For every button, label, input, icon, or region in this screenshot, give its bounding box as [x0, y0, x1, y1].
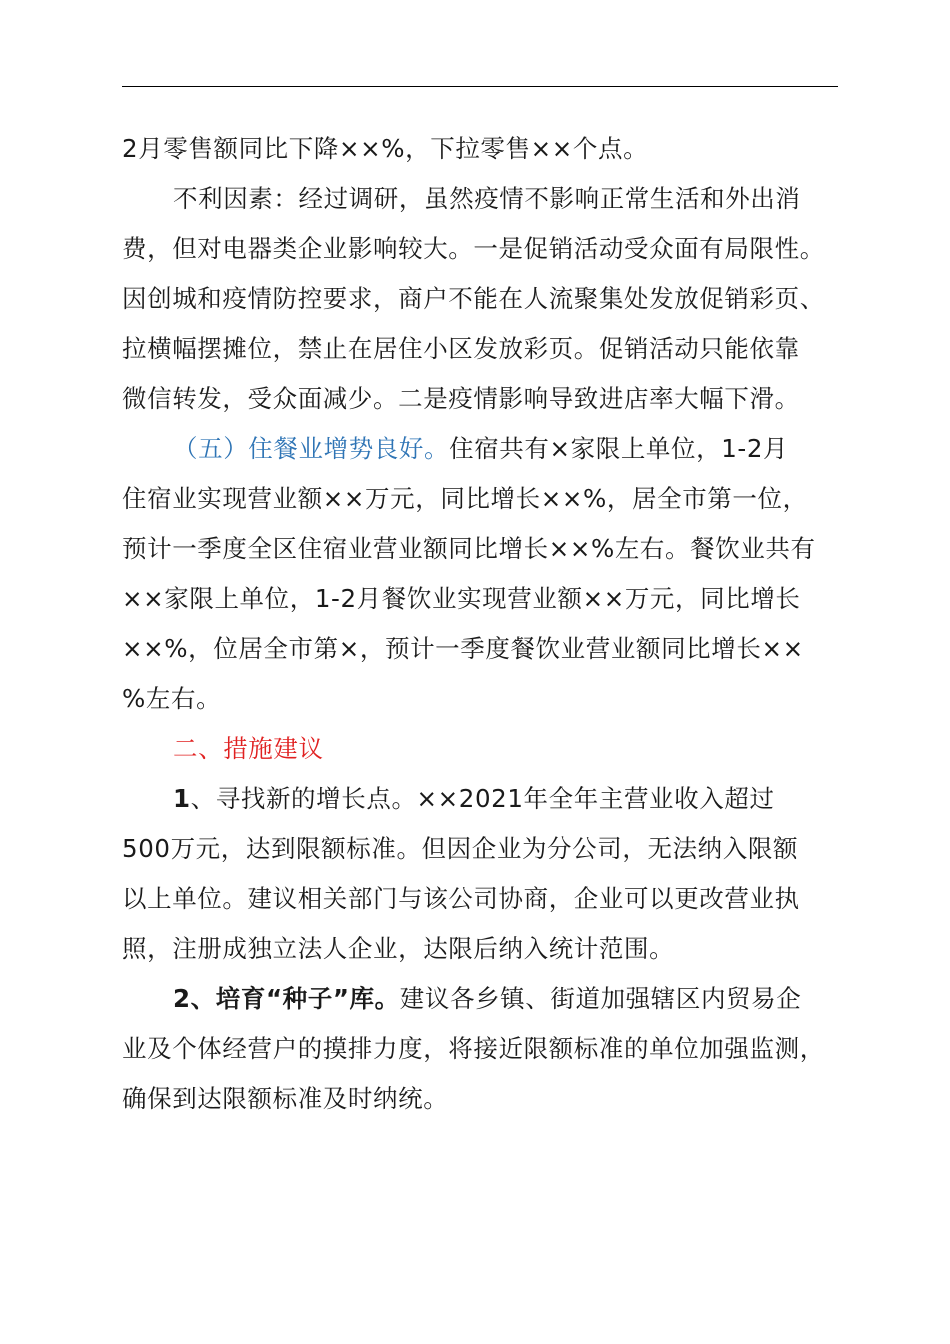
header-rule — [122, 86, 838, 87]
paragraph-measure-1 — [122, 774, 862, 974]
paragraph-line: 建议各乡镇、街道加强辖区内贸易企 — [399, 984, 802, 1013]
paragraph-line: ××家限上单位，1-2月餐饮业实现营业额××万元，同比增长 — [122, 584, 801, 613]
paragraph-line: 微信转发，受众面减少。二是疫情影响导致进店率大幅下滑。 — [122, 384, 800, 413]
paragraph-line: 预计一季度全区住宿业营业额同比增长××%左右。餐饮业共有 — [122, 534, 816, 563]
paragraph-accommodation-catering — [122, 424, 862, 724]
paragraph-line: 住宿业实现营业额××万元，同比增长××%，居全市第一位， — [122, 484, 808, 513]
paragraph-line: 不利因素：经过调研，虽然疫情不影响正常生活和外出消 — [173, 184, 801, 213]
paragraph-line: 确保到达限额标准及时纳统。 — [122, 1084, 449, 1113]
paragraph-line: 500万元，达到限额标准。但因企业为分公司，无法纳入限额 — [122, 834, 799, 863]
subsection-heading: （五）住餐业增势良好。 — [173, 434, 450, 463]
paragraph-line: 照，注册成独立法人企业，达限后纳入统计范围。 — [122, 934, 675, 963]
measure-number: 2 — [173, 984, 191, 1013]
paragraph-line: %左右。 — [122, 684, 222, 713]
measure-heading: 、培育“种子”库。 — [190, 984, 400, 1013]
paragraph-line: ××%，位居全市第×，预计一季度餐饮业营业额同比增长×× — [122, 634, 804, 663]
section-heading-measures — [122, 724, 862, 774]
paragraph-measure-2 — [122, 974, 862, 1124]
paragraph-line: 费，但对电器类企业影响较大。一是促销活动受众面有局限性。 — [122, 234, 825, 263]
document-body — [122, 124, 862, 1124]
paragraph-line: 业及个体经营户的摸排力度，将接近限额标准的单位加强监测， — [122, 1034, 825, 1063]
paragraph-unfavorable-factors — [122, 174, 862, 424]
measure-number: 1 — [173, 784, 191, 813]
paragraph-line: 拉横幅摆摊位，禁止在居住小区发放彩页。促销活动只能依靠 — [122, 334, 800, 363]
paragraph-line: 因创城和疫情防控要求，商户不能在人流聚集处发放促销彩页、 — [122, 284, 825, 313]
paragraph-retail-decline — [122, 124, 862, 174]
paragraph-line: 以上单位。建议相关部门与该公司协商，企业可以更改营业执 — [122, 884, 800, 913]
paragraph-line: 住宿共有×家限上单位，1-2月 — [449, 434, 789, 463]
paragraph-line: 、寻找新的增长点。××2021年全年主营业收入超过 — [190, 784, 775, 813]
section-title: 二、措施建议 — [173, 734, 324, 763]
paragraph-line: 2月零售额同比下降××%，下拉零售××个点。 — [122, 134, 649, 163]
